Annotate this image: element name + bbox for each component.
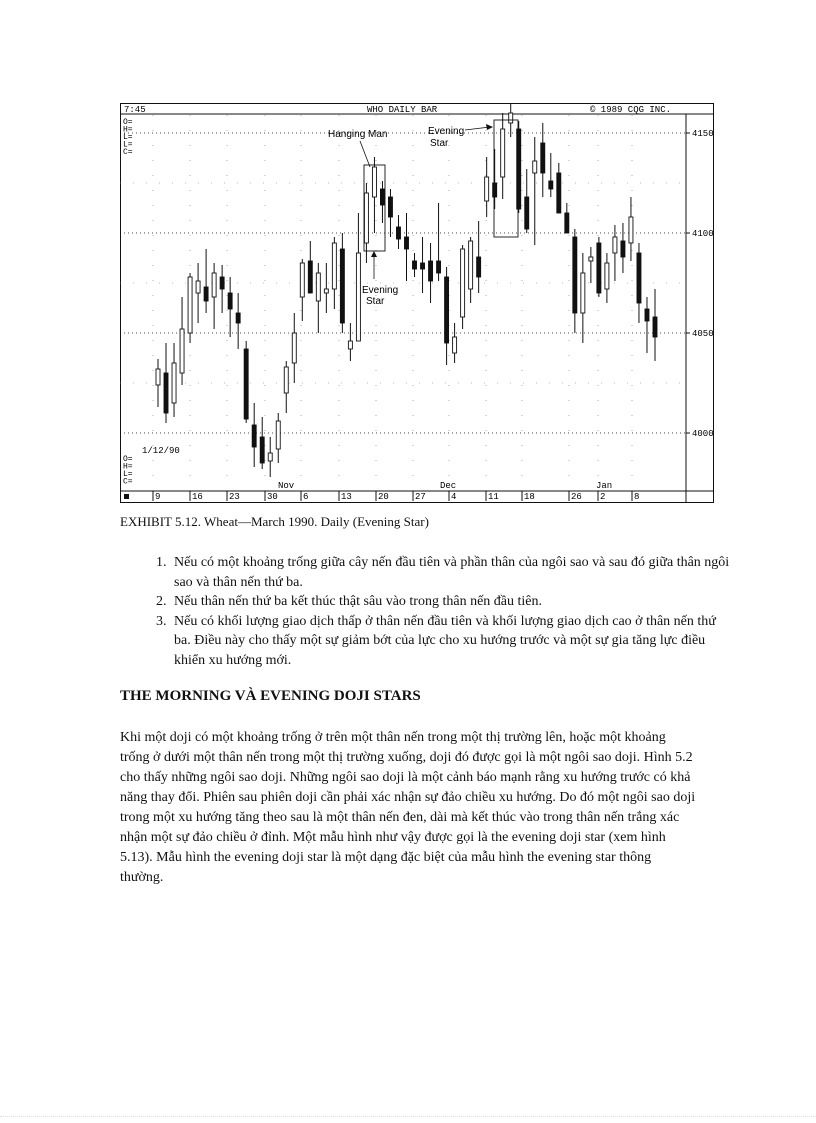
chart-time: 7:45 — [124, 105, 146, 115]
candle-body-black — [573, 237, 577, 313]
candle-body-white — [268, 453, 272, 461]
candle-body-white — [501, 129, 505, 177]
list-item: 2. Nếu thân nến thứ ba kết thúc thật sâu vào trong thân nến đầu tiên. — [170, 592, 730, 612]
chart-title: WHO DAILY BAR — [367, 105, 438, 115]
chart-copyright: © 1989 CQG INC. — [590, 105, 672, 115]
month-label: Jan — [596, 481, 613, 491]
x-tick-label: 23 — [229, 492, 240, 502]
candle-body-black — [252, 425, 256, 447]
candle — [461, 245, 465, 329]
candle-body-white — [324, 289, 328, 293]
month-label: Dec — [440, 481, 457, 491]
candle-body-black — [645, 309, 649, 321]
candle-body-black — [477, 257, 481, 277]
candle-body-black — [565, 213, 569, 233]
candle-body-white — [605, 263, 609, 289]
candle-body-white — [629, 217, 633, 243]
candle-body-black — [421, 263, 425, 269]
candle-body-white — [188, 277, 192, 333]
candle-body-white — [292, 333, 296, 363]
candle-body-black — [517, 129, 521, 209]
figure-caption-text: Wheat—March 1990. Daily (Evening Star) — [204, 514, 429, 529]
candle-body-black — [204, 287, 208, 301]
side-label-top: O= — [123, 118, 133, 127]
side-label-top: L= — [123, 133, 133, 142]
side-label-bottom: O= — [123, 455, 133, 464]
candle — [517, 121, 521, 213]
candle-body-black — [164, 373, 168, 413]
candlestick-chart — [120, 103, 714, 503]
x-tick-label: 20 — [378, 492, 389, 502]
annotation-evening-star-upper-1: Evening — [428, 126, 465, 137]
candle-body-white — [581, 273, 585, 313]
x-tick-label: 4 — [451, 492, 457, 502]
candle-body-white — [372, 167, 376, 197]
list-item: 3. Nếu có khối lượng giao dịch thấp ở thân nến đầu tiên và khối lượng giao dịch cao ở thân nến thứ ba. Điều này cho thấy một sự giảm bớt của lực cho xu hướng trước và một sự gia tăng lực điều khiển xu hướng mới. — [170, 612, 730, 671]
annotation-evening-star-lower-2: Star — [366, 296, 385, 307]
side-label-top: H= — [123, 125, 133, 135]
candle-body-black — [541, 143, 545, 173]
candle-body-black — [260, 437, 264, 463]
candle — [188, 273, 192, 343]
candle-body-black — [493, 183, 497, 197]
x-tick-label: 6 — [303, 492, 309, 502]
body-paragraph: Khi một doji có một khoảng trống ở trên một thân nến trong một thị trường lên, hoặc một khoảng trống ở dưới một thân nến trong một thị trường xuống, doji đó được gọi là một ngôi sao doji. Hình 5.2 cho thấy những ngôi sao doji. Những ngôi sao doji là một cảnh báo mạnh rằng xu hướng trước có khả năng thay đổi. Phiên sau phiên doji cần phải xác nhận sự đảo chiều xu hướng. Do đó một ngôi sao doji trong một xu hướng tăng theo sau là một thân nến đen, dài mà kết thúc vào trong thân nến trắng xác nhận một sự đảo chiều ở đỉnh. Một mẫu hình như vậy được gọi là the evening doji star (xem hình 5.13). Mẫu hình the evening doji star là một dạng đặc biệt của mẫu hình the evening star thông thường. — [120, 730, 696, 885]
x-tick-label: 9 — [155, 492, 161, 502]
x-tick-label: 8 — [634, 492, 640, 502]
candle-body-black — [637, 253, 641, 303]
y-tick-label: 4050 — [692, 329, 714, 339]
candle-body-white — [212, 273, 216, 297]
y-tick-label: 4150 — [692, 129, 714, 139]
candle-body-white — [332, 243, 336, 289]
side-label-bottom: C= — [123, 477, 133, 487]
x-tick-label: 26 — [571, 492, 582, 502]
candle-body-white — [589, 257, 593, 261]
x-tick-label: 30 — [267, 492, 278, 502]
figure-caption-label: EXHIBIT 5.12. — [120, 514, 202, 529]
annotation-evening-star-upper-2: Star — [430, 138, 449, 149]
x-tick-label: 18 — [524, 492, 535, 502]
candle-body-white — [364, 193, 368, 243]
side-label-bottom: L= — [123, 470, 133, 479]
chart-canvas — [120, 103, 714, 503]
annotation-hanging-man: Hanging Man — [328, 129, 388, 140]
candle-body-black — [340, 249, 344, 323]
candle-body-black — [549, 181, 553, 189]
candle-body-white — [469, 241, 473, 289]
side-label-bottom: H= — [123, 462, 133, 472]
candle-body-white — [196, 281, 200, 293]
candle — [597, 237, 601, 297]
x-tick-label: 2 — [600, 492, 606, 502]
month-label: Nov — [278, 481, 295, 491]
candle-body-black — [228, 293, 232, 309]
candle-body-white — [485, 177, 489, 201]
candle-body-black — [445, 277, 449, 343]
candle-body-black — [388, 197, 392, 217]
axis-corner-marker — [124, 494, 129, 499]
candle-body-white — [172, 363, 176, 403]
y-tick-label: 4100 — [692, 229, 714, 239]
x-tick-label: 11 — [488, 492, 499, 502]
side-label-top: C= — [123, 148, 133, 157]
candle-body-black — [244, 349, 248, 419]
candle-body-white — [509, 113, 513, 123]
candle-body-white — [156, 369, 160, 385]
list-item: 1. Nếu có một khoảng trống giữa cây nến đầu tiên và phần thân của ngôi sao và sau đó giữa thân ngôi sao và thân nến thứ ba. — [170, 553, 730, 592]
candle-body-white — [453, 337, 457, 353]
candle-body-white — [300, 263, 304, 297]
candle-body-black — [308, 261, 312, 293]
x-tick-label: 16 — [192, 492, 203, 502]
candle-body-black — [236, 313, 240, 323]
chart-frame — [121, 104, 714, 503]
candle-body-black — [557, 173, 561, 213]
candle-body-white — [613, 237, 617, 253]
candle-body-black — [405, 237, 409, 249]
x-tick-label: 27 — [415, 492, 426, 502]
x-tick-label: 13 — [341, 492, 352, 502]
side-label-top: L= — [123, 140, 133, 150]
candle-body-black — [220, 277, 224, 289]
candle-body-black — [429, 261, 433, 281]
y-tick-label: 4000 — [692, 429, 714, 439]
candle-body-black — [380, 189, 384, 205]
chart-bottom-date: 1/12/90 — [142, 446, 180, 456]
candle-body-white — [533, 161, 537, 173]
annotation-evening-star-lower-1: Evening — [362, 285, 399, 296]
conditions-list — [140, 553, 730, 670]
candle-body-black — [621, 241, 625, 257]
candle-body-black — [653, 317, 657, 337]
candle-body-black — [525, 197, 529, 229]
candle-body-white — [276, 421, 280, 449]
candle-body-white — [348, 341, 352, 349]
candle-body-black — [396, 227, 400, 239]
figure-caption — [120, 514, 429, 530]
candle-body-black — [597, 243, 601, 293]
candle-body-white — [284, 367, 288, 393]
candle — [244, 341, 248, 423]
candle-body-white — [180, 329, 184, 373]
page-bottom-divider — [0, 1116, 816, 1118]
candle-body-black — [437, 261, 441, 273]
candle-body-white — [461, 249, 465, 317]
candle-body-black — [413, 261, 417, 269]
section-heading: THE MORNING VÀ EVENING DOJI STARS — [120, 688, 421, 704]
candle-body-white — [356, 253, 360, 341]
candle-body-white — [316, 273, 320, 301]
